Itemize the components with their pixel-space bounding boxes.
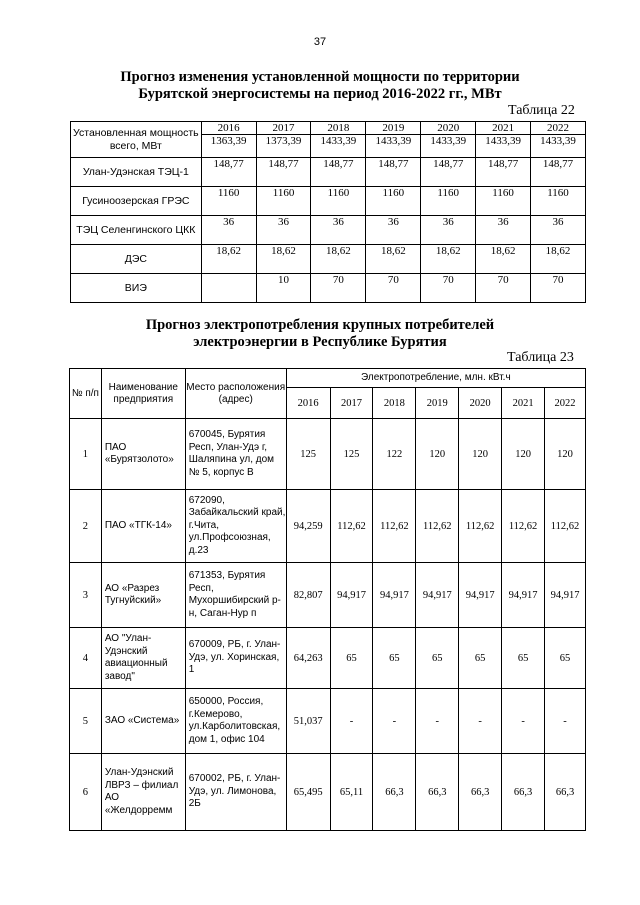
capacity-row [71, 187, 586, 216]
consumption-value: 120 [459, 419, 502, 490]
capacity-value: 36 [531, 216, 586, 245]
consumer-address: 650000, Россия, г.Кемерово, ул.Карболитовская, дом 1, офис 104 [185, 689, 286, 754]
capacity-value: 1363,39 [201, 135, 256, 158]
table22-title [60, 69, 580, 103]
consumption-value: - [373, 689, 416, 754]
consumption-value: - [502, 689, 545, 754]
capacity-row [71, 274, 586, 303]
header-consumption: Электропотребление, млн. кВт.ч [286, 369, 585, 388]
consumer-name: АО «Разрез Тугнуйский» [101, 563, 185, 628]
year-header: 2016 [201, 122, 256, 135]
capacity-value: 148,77 [476, 158, 531, 187]
consumption-value: 94,917 [459, 563, 502, 628]
capacity-value: 148,77 [366, 158, 421, 187]
consumer-row [70, 754, 586, 831]
capacity-row [71, 216, 586, 245]
consumer-num: 2 [70, 490, 102, 563]
capacity-value: 1160 [476, 187, 531, 216]
consumer-num: 4 [70, 628, 102, 689]
year-header: 2016 [286, 388, 330, 419]
capacity-value: 1433,39 [531, 135, 586, 158]
consumption-value: 94,259 [286, 490, 330, 563]
year-header: 2020 [459, 388, 502, 419]
consumption-value: 65 [502, 628, 545, 689]
capacity-table [70, 121, 586, 303]
consumer-row [70, 628, 586, 689]
table23-title-line1: Прогноз электропотребления крупных потребителей [145, 317, 495, 333]
consumption-value: 94,917 [330, 563, 373, 628]
consumption-value: 112,62 [459, 490, 502, 563]
consumption-value: 66,3 [459, 754, 502, 831]
year-header: 2017 [256, 122, 311, 135]
consumer-name: АО "Улан-Удэнский авиационный завод" [101, 628, 185, 689]
capacity-row-label: Гусиноозерская ГРЭС [71, 187, 202, 216]
consumption-value: 94,917 [545, 563, 586, 628]
consumer-address: 672090, Забайкальский край, г.Чита, ул.Профсоюзная, д.23 [185, 490, 286, 563]
consumption-value: 112,62 [373, 490, 416, 563]
capacity-value: 148,77 [256, 158, 311, 187]
capacity-value: 1160 [201, 187, 256, 216]
consumption-value: 120 [545, 419, 586, 490]
capacity-value: 18,62 [476, 245, 531, 274]
capacity-value: 1433,39 [366, 135, 421, 158]
consumer-name: ПАО «Бурятзолото» [101, 419, 185, 490]
capacity-value: 18,62 [256, 245, 311, 274]
capacity-years-row [71, 122, 586, 135]
table22-title-line2: Бурятской энергосистемы на период 2016-2022 гг., МВт [138, 86, 502, 102]
consumption-value: 122 [373, 419, 416, 490]
consumption-value: - [459, 689, 502, 754]
capacity-value [201, 274, 256, 303]
consumer-row [70, 419, 586, 490]
page-number: 37 [313, 36, 327, 48]
consumption-value: 112,62 [330, 490, 373, 563]
year-header: 2021 [502, 388, 545, 419]
capacity-value: 36 [256, 216, 311, 245]
consumption-value: 94,917 [502, 563, 545, 628]
year-header: 2018 [311, 122, 366, 135]
consumption-value: 51,037 [286, 689, 330, 754]
consumption-value: 65 [330, 628, 373, 689]
consumers-table [69, 368, 586, 831]
consumption-value: 125 [330, 419, 373, 490]
year-header: 2021 [476, 122, 531, 135]
capacity-value: 1433,39 [311, 135, 366, 158]
consumer-address: 670045, Бурятия Респ, Улан-Удэ г, Шаляпина ул, дом № 5, корпус В [185, 419, 286, 490]
consumer-num: 3 [70, 563, 102, 628]
capacity-value: 1160 [366, 187, 421, 216]
consumption-value: 65,495 [286, 754, 330, 831]
consumption-value: 66,3 [416, 754, 459, 831]
consumption-value: 125 [286, 419, 330, 490]
year-header: 2017 [330, 388, 373, 419]
header-name: Наименование предприятия [101, 369, 185, 419]
capacity-value: 1160 [421, 187, 476, 216]
consumption-value: 65 [416, 628, 459, 689]
consumption-value: 112,62 [416, 490, 459, 563]
consumption-value: 66,3 [373, 754, 416, 831]
consumption-value: 66,3 [545, 754, 586, 831]
consumer-num: 5 [70, 689, 102, 754]
table23-title [60, 317, 580, 351]
consumer-name: ПАО «ТГК-14» [101, 490, 185, 563]
capacity-value: 18,62 [311, 245, 366, 274]
capacity-value: 1373,39 [256, 135, 311, 158]
capacity-row-label: Установленная мощность всего, МВт [71, 122, 202, 158]
year-header: 2019 [416, 388, 459, 419]
header-place: Место расположения (адрес) [185, 369, 286, 419]
capacity-row [71, 158, 586, 187]
consumption-value: 112,62 [545, 490, 586, 563]
capacity-value: 70 [476, 274, 531, 303]
consumer-address: 670002, РБ, г. Улан-Удэ, ул. Лимонова, 2Б [185, 754, 286, 831]
consumption-value: 82,807 [286, 563, 330, 628]
consumption-value: 120 [416, 419, 459, 490]
year-header: 2018 [373, 388, 416, 419]
capacity-value: 36 [476, 216, 531, 245]
capacity-value: 36 [311, 216, 366, 245]
capacity-value: 18,62 [201, 245, 256, 274]
capacity-value: 10 [256, 274, 311, 303]
capacity-row-label: ВИЭ [71, 274, 202, 303]
consumption-value: - [416, 689, 459, 754]
table22-label: Таблица 22 [508, 103, 575, 118]
consumption-value: 66,3 [502, 754, 545, 831]
capacity-value: 36 [201, 216, 256, 245]
capacity-row [71, 245, 586, 274]
capacity-value: 1160 [311, 187, 366, 216]
capacity-row-label: ТЭЦ Селенгинского ЦКК [71, 216, 202, 245]
capacity-value: 18,62 [366, 245, 421, 274]
consumer-row [70, 490, 586, 563]
consumption-value: - [330, 689, 373, 754]
year-header: 2020 [421, 122, 476, 135]
capacity-value: 18,62 [531, 245, 586, 274]
consumption-value: 64,263 [286, 628, 330, 689]
consumption-value: 65,11 [330, 754, 373, 831]
consumption-value: 65 [373, 628, 416, 689]
capacity-value: 70 [421, 274, 476, 303]
capacity-value: 148,77 [421, 158, 476, 187]
consumer-row [70, 689, 586, 754]
consumption-value: 94,917 [416, 563, 459, 628]
capacity-value: 36 [366, 216, 421, 245]
capacity-value: 36 [421, 216, 476, 245]
capacity-value: 148,77 [531, 158, 586, 187]
consumption-value: 65 [545, 628, 586, 689]
capacity-value: 18,62 [421, 245, 476, 274]
consumption-value: 112,62 [502, 490, 545, 563]
capacity-row-label: Улан-Удэнская ТЭЦ-1 [71, 158, 202, 187]
year-header: 2022 [545, 388, 586, 419]
table23-title-line2: электроэнергии в Республике Бурятия [193, 334, 447, 350]
consumer-address: 670009, РБ, г. Улан-Удэ, ул. Хоринская, 1 [185, 628, 286, 689]
capacity-value: 148,77 [201, 158, 256, 187]
capacity-value: 1433,39 [421, 135, 476, 158]
capacity-value: 148,77 [311, 158, 366, 187]
table22-title-line1: Прогноз изменения установленной мощности по территории [120, 69, 520, 85]
consumer-row [70, 563, 586, 628]
year-header: 2019 [366, 122, 421, 135]
capacity-value: 70 [366, 274, 421, 303]
consumption-value: 120 [502, 419, 545, 490]
capacity-value: 1433,39 [476, 135, 531, 158]
capacity-value: 1160 [256, 187, 311, 216]
consumers-header-row [70, 369, 586, 388]
consumer-address: 671353, Бурятия Респ, Мухоршибирский р-н, Саган-Нур п [185, 563, 286, 628]
capacity-value: 70 [311, 274, 366, 303]
capacity-value: 1160 [531, 187, 586, 216]
consumer-name: ЗАО «Система» [101, 689, 185, 754]
capacity-value: 70 [531, 274, 586, 303]
table23-label: Таблица 23 [507, 350, 574, 365]
capacity-row-label: ДЭС [71, 245, 202, 274]
header-num: № п/п [70, 369, 102, 419]
consumption-value: 65 [459, 628, 502, 689]
consumption-value: 94,917 [373, 563, 416, 628]
consumption-value: - [545, 689, 586, 754]
consumer-num: 1 [70, 419, 102, 490]
consumer-num: 6 [70, 754, 102, 831]
year-header: 2022 [531, 122, 586, 135]
consumer-name: Улан-Удэнский ЛВРЗ – филиал АО «Желдорремм [101, 754, 185, 831]
